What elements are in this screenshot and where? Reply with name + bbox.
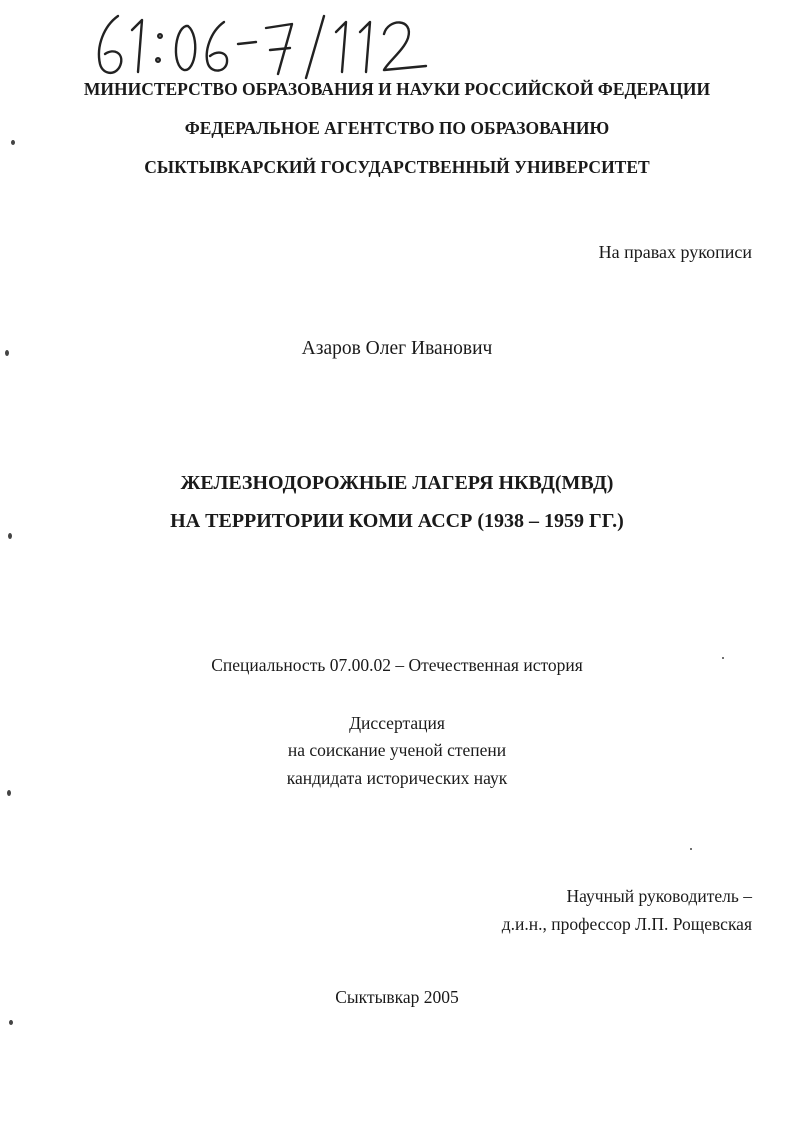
scan-speck (9, 1020, 13, 1025)
dissertation-title-line2: НА ТЕРРИТОРИИ КОМИ АССР (1938 – 1959 ГГ.) (170, 510, 624, 532)
scan-speck (722, 657, 724, 659)
degree-purpose: на соискание ученой степени (287, 740, 507, 760)
specialty: Специальность 07.00.02 – Отечественная история (211, 655, 583, 675)
agency-heading: ФЕДЕРАЛЬНОЕ АГЕНТСТВО ПО ОБРАЗОВАНИЮ (184, 118, 610, 138)
degree-type: Диссертация (349, 713, 445, 733)
handwritten-archive-number (88, 8, 448, 83)
ministry-heading: МИНИСТЕРСТВО ОБРАЗОВАНИЯ И НАУКИ РОССИЙСКОЙ ФЕДЕРАЦИИ (83, 79, 711, 99)
supervisor-label: Научный руководитель – (566, 886, 752, 906)
university-heading: СЫКТЫВКАРСКИЙ ГОСУДАРСТВЕННЫЙ УНИВЕРСИТЕТ (144, 157, 650, 177)
scan-speck (11, 140, 15, 145)
degree-field: кандидата исторических наук (286, 768, 508, 788)
scan-speck (690, 848, 692, 850)
dissertation-title-line1: ЖЕЛЕЗНОДОРОЖНЫЕ ЛАГЕРЯ НКВД(МВД) (180, 472, 614, 494)
scan-speck (5, 350, 9, 356)
author-name: Азаров Олег Иванович (301, 338, 493, 359)
place-and-year: Сыктывкар 2005 (335, 987, 459, 1007)
supervisor-name: д.и.н., профессор Л.П. Рощевская (501, 914, 752, 934)
scan-speck (7, 790, 11, 796)
manuscript-rights-note: На правах рукописи (598, 242, 752, 262)
scan-speck (8, 533, 12, 539)
